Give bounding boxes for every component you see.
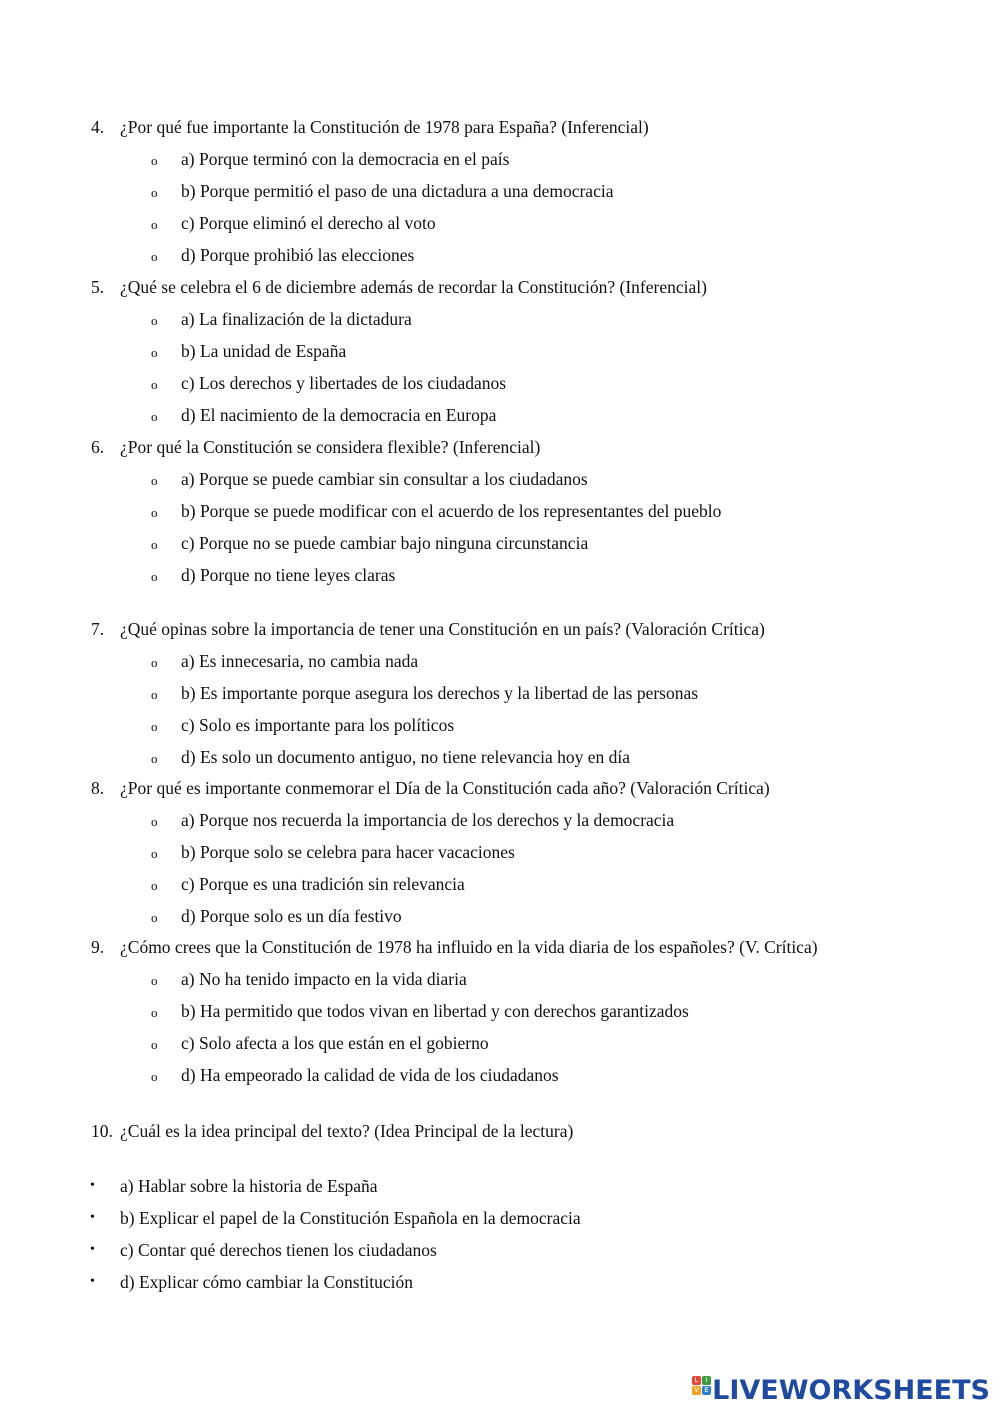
question-text: ¿Por qué es importante conmemorar el Día de la Constitución cada año? (Valoración Crítica)	[120, 778, 770, 798]
bullet-dot-icon: •	[90, 1274, 95, 1289]
option-circle-icon: o	[151, 719, 158, 734]
option-circle-icon: o	[151, 153, 158, 168]
option-circle-icon: o	[151, 505, 158, 520]
option-text: d) Es solo un documento antiguo, no tiene relevancia hoy en día	[181, 747, 631, 767]
bullet-dot-icon: •	[90, 1210, 95, 1225]
option-circle-icon: o	[151, 409, 158, 424]
question-text: ¿Qué opinas sobre la importancia de tener una Constitución en un país? (Valoración Crítica)	[120, 619, 765, 639]
option-text: c) Los derechos y libertades de los ciudadanos	[181, 373, 507, 393]
option-text: d) Ha empeorado la calidad de vida de los ciudadanos	[181, 1065, 559, 1085]
question-number: 6.	[91, 437, 105, 457]
option-circle-icon: o	[151, 655, 158, 670]
option-text: c) Solo afecta a los que están en el gobierno	[181, 1033, 489, 1053]
option-text: a) Es innecesaria, no cambia nada	[181, 651, 419, 671]
question-number: 8.	[91, 778, 105, 798]
option-circle-icon: o	[151, 185, 158, 200]
option-circle-icon: o	[151, 473, 158, 488]
question-text: ¿Cómo crees que la Constitución de 1978 ha influido en la vida diaria de los españoles? (V. Crítica)	[120, 937, 818, 957]
bullet-text: d) Explicar cómo cambiar la Constitución	[120, 1272, 414, 1292]
option-circle-icon: o	[151, 377, 158, 392]
option-circle-icon: o	[151, 687, 158, 702]
question-number: 5.	[91, 277, 105, 297]
option-circle-icon: o	[151, 814, 158, 829]
question-text: ¿Por qué fue importante la Constitución de 1978 para España? (Inferencial)	[120, 117, 649, 137]
bullet-dot-icon: •	[90, 1242, 95, 1257]
option-text: b) Es importante porque asegura los derechos y la libertad de las personas	[181, 683, 699, 703]
option-text: c) Porque eliminó el derecho al voto	[181, 213, 436, 233]
option-text: c) Porque no se puede cambiar bajo ninguna circunstancia	[181, 533, 589, 553]
option-circle-icon: o	[151, 1037, 158, 1052]
option-circle-icon: o	[151, 751, 158, 766]
option-text: b) Porque se puede modificar con el acuerdo de los representantes del pueblo	[181, 501, 722, 521]
option-text: a) Porque nos recuerda la importancia de los derechos y la democracia	[181, 810, 675, 830]
question-text: ¿Qué se celebra el 6 de diciembre además de recordar la Constitución? (Inferencial)	[120, 277, 707, 297]
option-circle-icon: o	[151, 537, 158, 552]
logo-text: LIVEWORKSHEETS	[712, 1374, 990, 1406]
question-number: 7.	[91, 619, 105, 639]
option-text: b) Porque solo se celebra para hacer vacaciones	[181, 842, 515, 862]
option-text: a) La finalización de la dictadura	[181, 309, 412, 329]
option-circle-icon: o	[151, 249, 158, 264]
bullet-text: c) Contar qué derechos tienen los ciudadanos	[120, 1240, 437, 1260]
bullet-text: b) Explicar el papel de la Constitución Española en la democracia	[120, 1208, 581, 1228]
option-text: a) No ha tenido impacto en la vida diaria	[181, 969, 467, 989]
option-circle-icon: o	[151, 1069, 158, 1084]
option-text: d) El nacimiento de la democracia en Europa	[181, 405, 497, 425]
option-text: b) Porque permitió el paso de una dictadura a una democracia	[181, 181, 614, 201]
question-text: ¿Cuál es la idea principal del texto? (Idea Principal de la lectura)	[120, 1121, 574, 1141]
option-circle-icon: o	[151, 569, 158, 584]
option-text: b) Ha permitido que todos vivan en libertad y con derechos garantizados	[181, 1001, 689, 1021]
bullet-text: a) Hablar sobre la historia de España	[120, 1176, 378, 1196]
option-circle-icon: o	[151, 313, 158, 328]
question-number: 9.	[91, 937, 105, 957]
option-circle-icon: o	[151, 217, 158, 232]
option-circle-icon: o	[151, 1005, 158, 1020]
option-text: d) Porque solo es un día festivo	[181, 906, 402, 926]
option-circle-icon: o	[151, 878, 158, 893]
bullet-dot-icon: •	[90, 1178, 95, 1193]
option-circle-icon: o	[151, 973, 158, 988]
logo-mark-icon: L I V E	[692, 1376, 709, 1404]
option-text: a) Porque terminó con la democracia en el país	[181, 149, 510, 169]
option-text: a) Porque se puede cambiar sin consultar a los ciudadanos	[181, 469, 588, 489]
option-circle-icon: o	[151, 846, 158, 861]
option-circle-icon: o	[151, 345, 158, 360]
question-text: ¿Por qué la Constitución se considera flexible? (Inferencial)	[120, 437, 541, 457]
question-number: 4.	[91, 117, 105, 137]
option-text: d) Porque prohibió las elecciones	[181, 245, 415, 265]
question-number: 10.	[91, 1121, 113, 1141]
option-text: c) Porque es una tradición sin relevancia	[181, 874, 465, 894]
liveworksheets-logo[interactable]	[692, 1374, 990, 1406]
option-text: b) La unidad de España	[181, 341, 347, 361]
option-text: d) Porque no tiene leyes claras	[181, 565, 396, 585]
option-circle-icon: o	[151, 910, 158, 925]
option-text: c) Solo es importante para los políticos	[181, 715, 455, 735]
